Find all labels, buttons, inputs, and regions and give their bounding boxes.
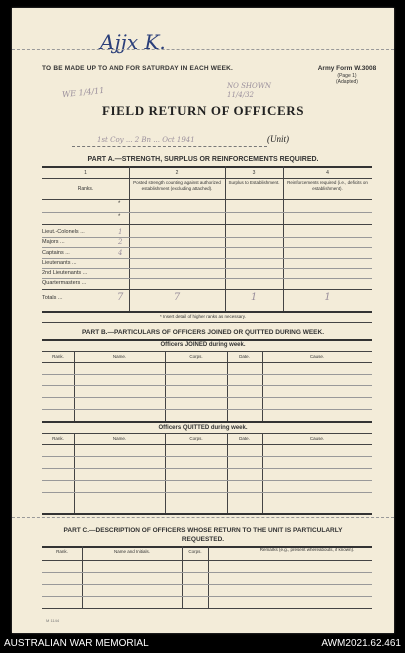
star-row-2: * [118,214,121,220]
total-col4: 1 [324,292,331,303]
total-col2: 7 [173,292,181,303]
totals-label: Totals ... [42,295,63,301]
joined-col-corps: Corps. [189,354,203,359]
col-num-3: 3 [252,170,256,176]
form-number: Army Form W.3008 [317,65,377,72]
col-num-2: 2 [175,170,179,176]
quitted-title: Officers QUITTED during week. [158,425,248,431]
col-header-ranks: Ranks. [77,186,94,192]
col-header-posted: Posted strength counting against authorized establishment (excluding attached). [133,180,221,191]
part-a-top-rule [42,166,372,168]
part-c-col-rank: Rank. [56,549,68,554]
unit-dotted-line [72,146,267,147]
joined-title: Officers JOINED during week. [160,342,246,348]
joined-col-name: Name. [112,354,127,359]
form-adapted: (Adapted) [336,79,358,85]
handwritten-reference: Ajjx K. [100,30,166,54]
rank-lt-col: Lieut.-Colonels ... [42,229,85,235]
col-header-surplus: Surplus to Establishment. [228,180,280,185]
footer-institution: AUSTRALIAN WAR MEMORIAL [4,638,149,649]
part-c-col-name: Name and Initials. [113,549,151,554]
faint-note-left: WE 1/4/11 [61,85,105,100]
rank-captain: Captains ... [42,249,70,256]
archive-footer [0,635,405,653]
print-code: M 1144 [46,618,60,623]
joined-col-rank: Rank. [52,354,64,359]
fold-line [12,49,394,50]
col-num-4: 4 [326,170,329,176]
page-title: FIELD RETURN OF OFFICERS [101,103,305,118]
unit-handwritten: 1st Coy ... 2 Bn ... Oct 1941 [97,136,195,144]
part-c-title: PART C.—DESCRIPTION OF OFFICERS WHOSE RETURN TO THE UNIT IS PARTICULARLY REQUESTED. [63,527,343,543]
form-paper [12,8,394,633]
quitted-col-corps: Corps. [189,436,203,441]
quitted-col-name: Name. [112,436,127,441]
faint-note-right: NO SHOWN 11/4/32 [227,82,272,99]
quitted-col-rank: Rank. [52,436,64,441]
rank-marks: 1 2 4 [118,228,123,257]
total-col1: 7 [117,292,124,303]
rank-qm: Quartermasters ... [42,280,87,287]
quitted-col-cause: Cause. [309,436,325,441]
instruction-text: TO BE MADE UP TO AND FOR SATURDAY IN EACH WEEK. [42,65,234,72]
part-b-title: PART B.—PARTICULARS OF OFFICERS JOINED OR QUITTED DURING WEEK. [81,329,325,336]
footer-accession: AWM2021.62.461 [321,638,401,649]
part-c-col-corps: Corps. [188,549,202,554]
fold-line-lower [12,517,394,518]
star-row-1: * [118,201,121,207]
part-c-col-remarks: Remarks (e.g., present whereabouts, if known). [259,547,355,552]
quitted-col-date: Date. [239,436,250,441]
unit-label: (Unit) [267,134,289,144]
part-a-footnote: * Insert detail of higher ranks as necessary. [160,314,246,319]
col-num-1: 1 [84,170,87,176]
col-header-reinforcements: Reinforcements required (i.e., deficits on establishment). [287,180,368,191]
part-a-title: PART A.—STRENGTH, SURPLUS OR REINFORCEMENTS REQUIRED. [87,156,319,163]
joined-col-cause: Cause. [309,354,325,359]
form-page: (Page 1) [337,73,357,79]
joined-col-date: Date. [239,354,250,359]
total-col3: 1 [250,292,258,303]
rank-lieutenant: Lieutenants ... [42,259,77,266]
rank-major: Majors ... [42,239,65,246]
rank-2nd-lt: 2nd Lieutenants ... [42,270,88,277]
